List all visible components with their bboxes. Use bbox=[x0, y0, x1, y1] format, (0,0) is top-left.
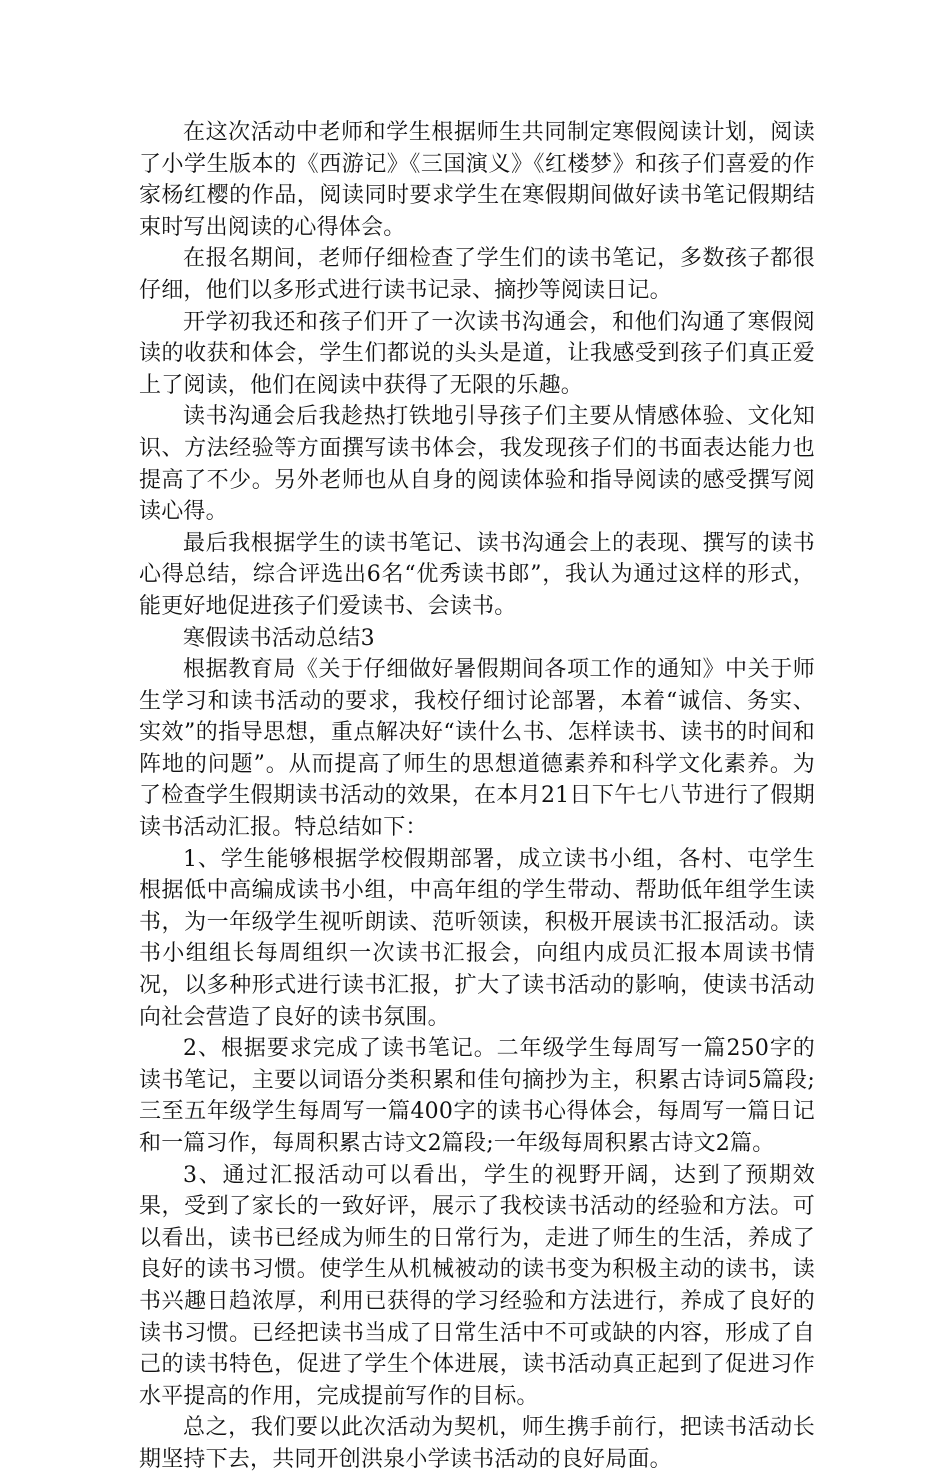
paragraph-writing-experience: 读书沟通会后我趁热打铁地引导孩子们主要从情感体验、文化知识、方法经验等方面撰写读书体会，我发现孩子们的书面表达能力也提高了不少。另外老师也从自身的阅读体验和指导阅读的感受撰写阅读心得。 bbox=[139, 404, 815, 525]
paragraph-reading-plan: 在这次活动中老师和学生根据师生共同制定寒假阅读计划，阅读了小学生版本的《西游记》《三国演义》《红楼梦》和孩子们喜爱的作家杨红樱的作品，阅读同时要求学生在寒假期间做好读书笔记假期结束时写出阅读的心得体会。 bbox=[139, 120, 815, 240]
paragraph-section-intro: 根据教育局《关于仔细做好暑假期间各项工作的通知》中关于师生学习和读书活动的要求，我校仔细讨论部署，本着“诚信、务实、实效”的指导思想，重点解决好“读什么书、怎样读书、读书的时间和阵地的问题”。从而提高了师生的思想道德素养和科学文化素养。为了检查学生假期读书活动的效果，在本月21日下午七八节进行了假期读书活动汇报。特总结如下： bbox=[139, 657, 815, 841]
paragraph-awards: 最后我根据学生的读书笔记、读书沟通会上的表现、撰写的读书心得总结，综合评选出6名“优秀读书郎”，我认为通过这样的形式，能更好地促进孩子们爱读书、会读书。 bbox=[139, 530, 815, 619]
paragraph-notes-check: 在报名期间，老师仔细检查了学生们的读书笔记，多数孩子都很仔细，他们以多形式进行读书记录、摘抄等阅读日记。 bbox=[139, 246, 815, 303]
paragraph-conclusion: 总之，我们要以此次活动为契机，师生携手前行，把读书活动长期坚持下去，共同开创洪泉小学读书活动的良好局面。 bbox=[139, 1415, 815, 1472]
paragraph-point-3: 3、通过汇报活动可以看出，学生的视野开阔，达到了预期效果，受到了家长的一致好评，展示了我校读书活动的经验和方法。可以看出，读书已经成为师生的日常行为，走进了师生的生活，养成了良好的读书习惯。使学生从机械被动的读书变为积极主动的读书，读书兴趣日趋浓厚，利用已获得的学习经验和方法进行，养成了良好的读书习惯。已经把读书当成了日常生活中不可或缺的内容，形成了自己的读书特色，促进了学生个体进展，读书活动真正起到了促进习作水平提高的作用，完成提前写作的目标。 bbox=[139, 1162, 815, 1409]
document-body bbox=[139, 117, 815, 1476]
paragraph-point-1: 1、学生能够根据学校假期部署，成立读书小组，各村、屯学生根据低中高编成读书小组，中高年组的学生带动、帮助低年组学生读书，为一年级学生视听朗读、范听领读，积极开展读书汇报活动。读书小组组长每周组织一次读书汇报会，向组内成员汇报本周读书情况，以多种形式进行读书汇报，扩大了读书活动的影响，使读书活动向社会营造了良好的读书氛围。 bbox=[139, 846, 815, 1030]
paragraph-point-2: 2、根据要求完成了读书笔记。二年级学生每周写一篇250字的读书笔记，主要以词语分类积累和佳句摘抄为主，积累古诗词5篇段;三至五年级学生每周写一篇400字的读书心得体会，每周写一篇日记和一篇习作，每周积累古诗文2篇段;一年级每周积累古诗文2篇。 bbox=[139, 1036, 815, 1156]
section-title: 寒假读书活动总结3 bbox=[183, 625, 375, 651]
paragraph-communication-meeting: 开学初我还和孩子们开了一次读书沟通会，和他们沟通了寒假阅读的收获和体会，学生们都说的头头是道，让我感受到孩子们真正爱上了阅读，他们在阅读中获得了无限的乐趣。 bbox=[139, 309, 815, 398]
